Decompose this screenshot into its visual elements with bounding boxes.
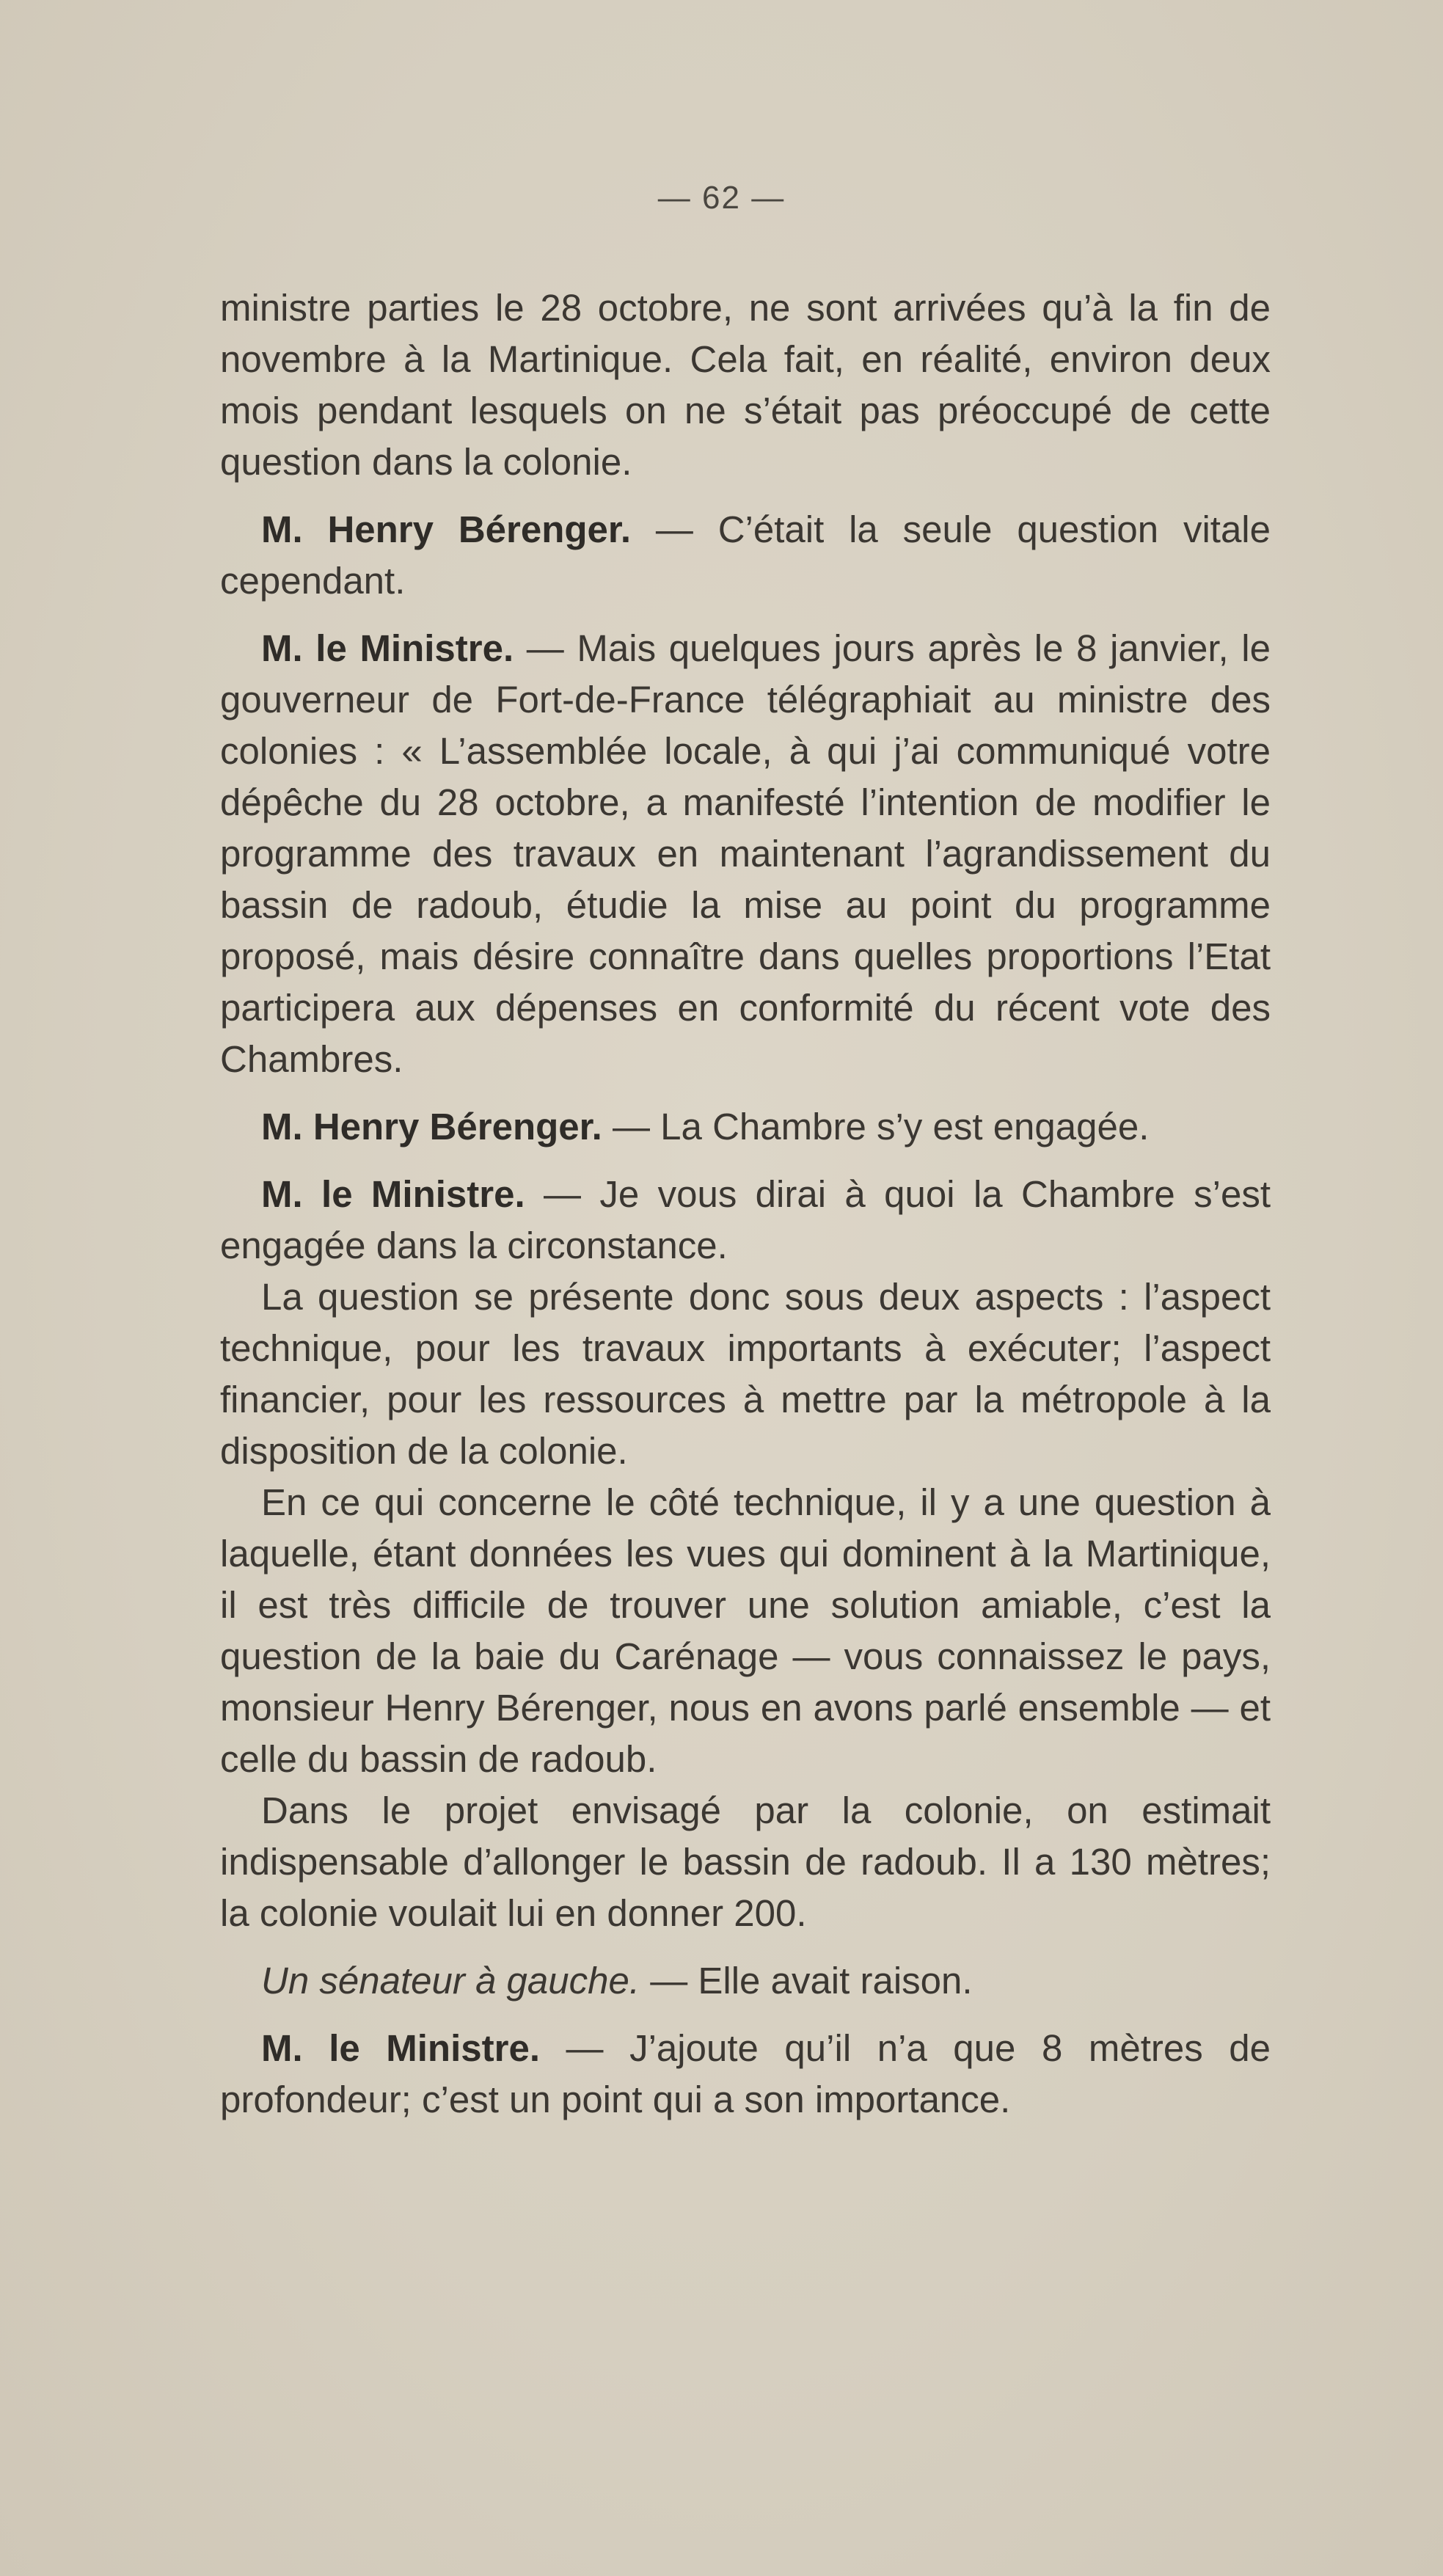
speaker-ministre: M. le Ministre. [261, 1173, 525, 1215]
body-text [220, 282, 1271, 2126]
paragraph-10 [220, 2023, 1271, 2126]
paragraph-6 [220, 1271, 1271, 1477]
paragraph-5 [220, 1169, 1271, 1271]
page-number: — 62 — [657, 180, 786, 216]
paragraph-8 [220, 1785, 1271, 1939]
paragraph-6-text: La question se présente donc sous deux aspects : l’aspect technique, pour les travaux importants à exécuter; l’aspect financier, pour les ressources à mettre par la métropole à la disposition de la colonie. [220, 1276, 1271, 1472]
paragraph-2 [220, 504, 1271, 607]
paragraph-10-text: — J’ajoute qu’il n’a que 8 mètres de profondeur; c’est un point qui a son importance. [220, 2027, 1271, 2120]
paragraph-9 [220, 1955, 1271, 2007]
paragraph-7 [220, 1477, 1271, 1785]
paragraph-9-text: — Elle avait raison. [640, 1960, 973, 2002]
speaker-senateur: Un sénateur à gauche. [261, 1960, 640, 2002]
paragraph-4 [220, 1101, 1271, 1153]
speaker-henry-berenger: M. Henry Bérenger. [261, 1106, 602, 1147]
paragraph-1-text: ministre parties le 28 octobre, ne sont arrivées qu’à la fin de novembre à la Martinique. Cela fait, en réalité, environ deux mois pendant lesquels on ne s’était pas préoccupé de cette question dans la colonie. [220, 287, 1271, 483]
paragraph-3 [220, 623, 1271, 1085]
speaker-ministre: M. le Ministre. [261, 627, 514, 669]
paragraph-3-text: — Mais quelques jours après le 8 janvier, le gouverneur de Fort-de-France télégraphiait au ministre des colonies : « L’assemblée locale, à qui j’ai communiqué votre dépêche du 28 octobre, a manifesté l’intention de modifier le programme des travaux en maintenant l’agrandissement du bassin de radoub, étudie la mise au point du programme proposé, mais désire connaître dans quelles proportions l’Etat participera aux dépenses en conformité du récent vote des Chambres. [220, 627, 1271, 1080]
speaker-henry-berenger: M. Henry Bérenger. [261, 508, 632, 550]
paragraph-5-text: — Je vous dirai à quoi la Chambre s’est engagée dans la circonstance. [220, 1173, 1271, 1266]
paragraph-1 [220, 282, 1271, 488]
paragraph-4-text: — La Chambre s’y est engagée. [602, 1106, 1150, 1147]
paragraph-2-text: — C’était la seule question vitale cependant. [220, 508, 1271, 602]
paragraph-8-text: Dans le projet envisagé par la colonie, on estimait indispensable d’allonger le bassin de radoub. Il a 130 mètres; la colonie voulait lui en donner 200. [220, 1789, 1271, 1934]
speaker-ministre: M. le Ministre. [261, 2027, 540, 2069]
paragraph-7-text: En ce qui concerne le côté technique, il y a une question à laquelle, étant données les vues qui dominent à la Martinique, il est très difficile de trouver une solution amiable, c’est la question de la baie du Carénage — vous connaissez le pays, monsieur Henry Bérenger, nous en avons parlé ensemble — et celle du bassin de radoub. [220, 1481, 1271, 1780]
